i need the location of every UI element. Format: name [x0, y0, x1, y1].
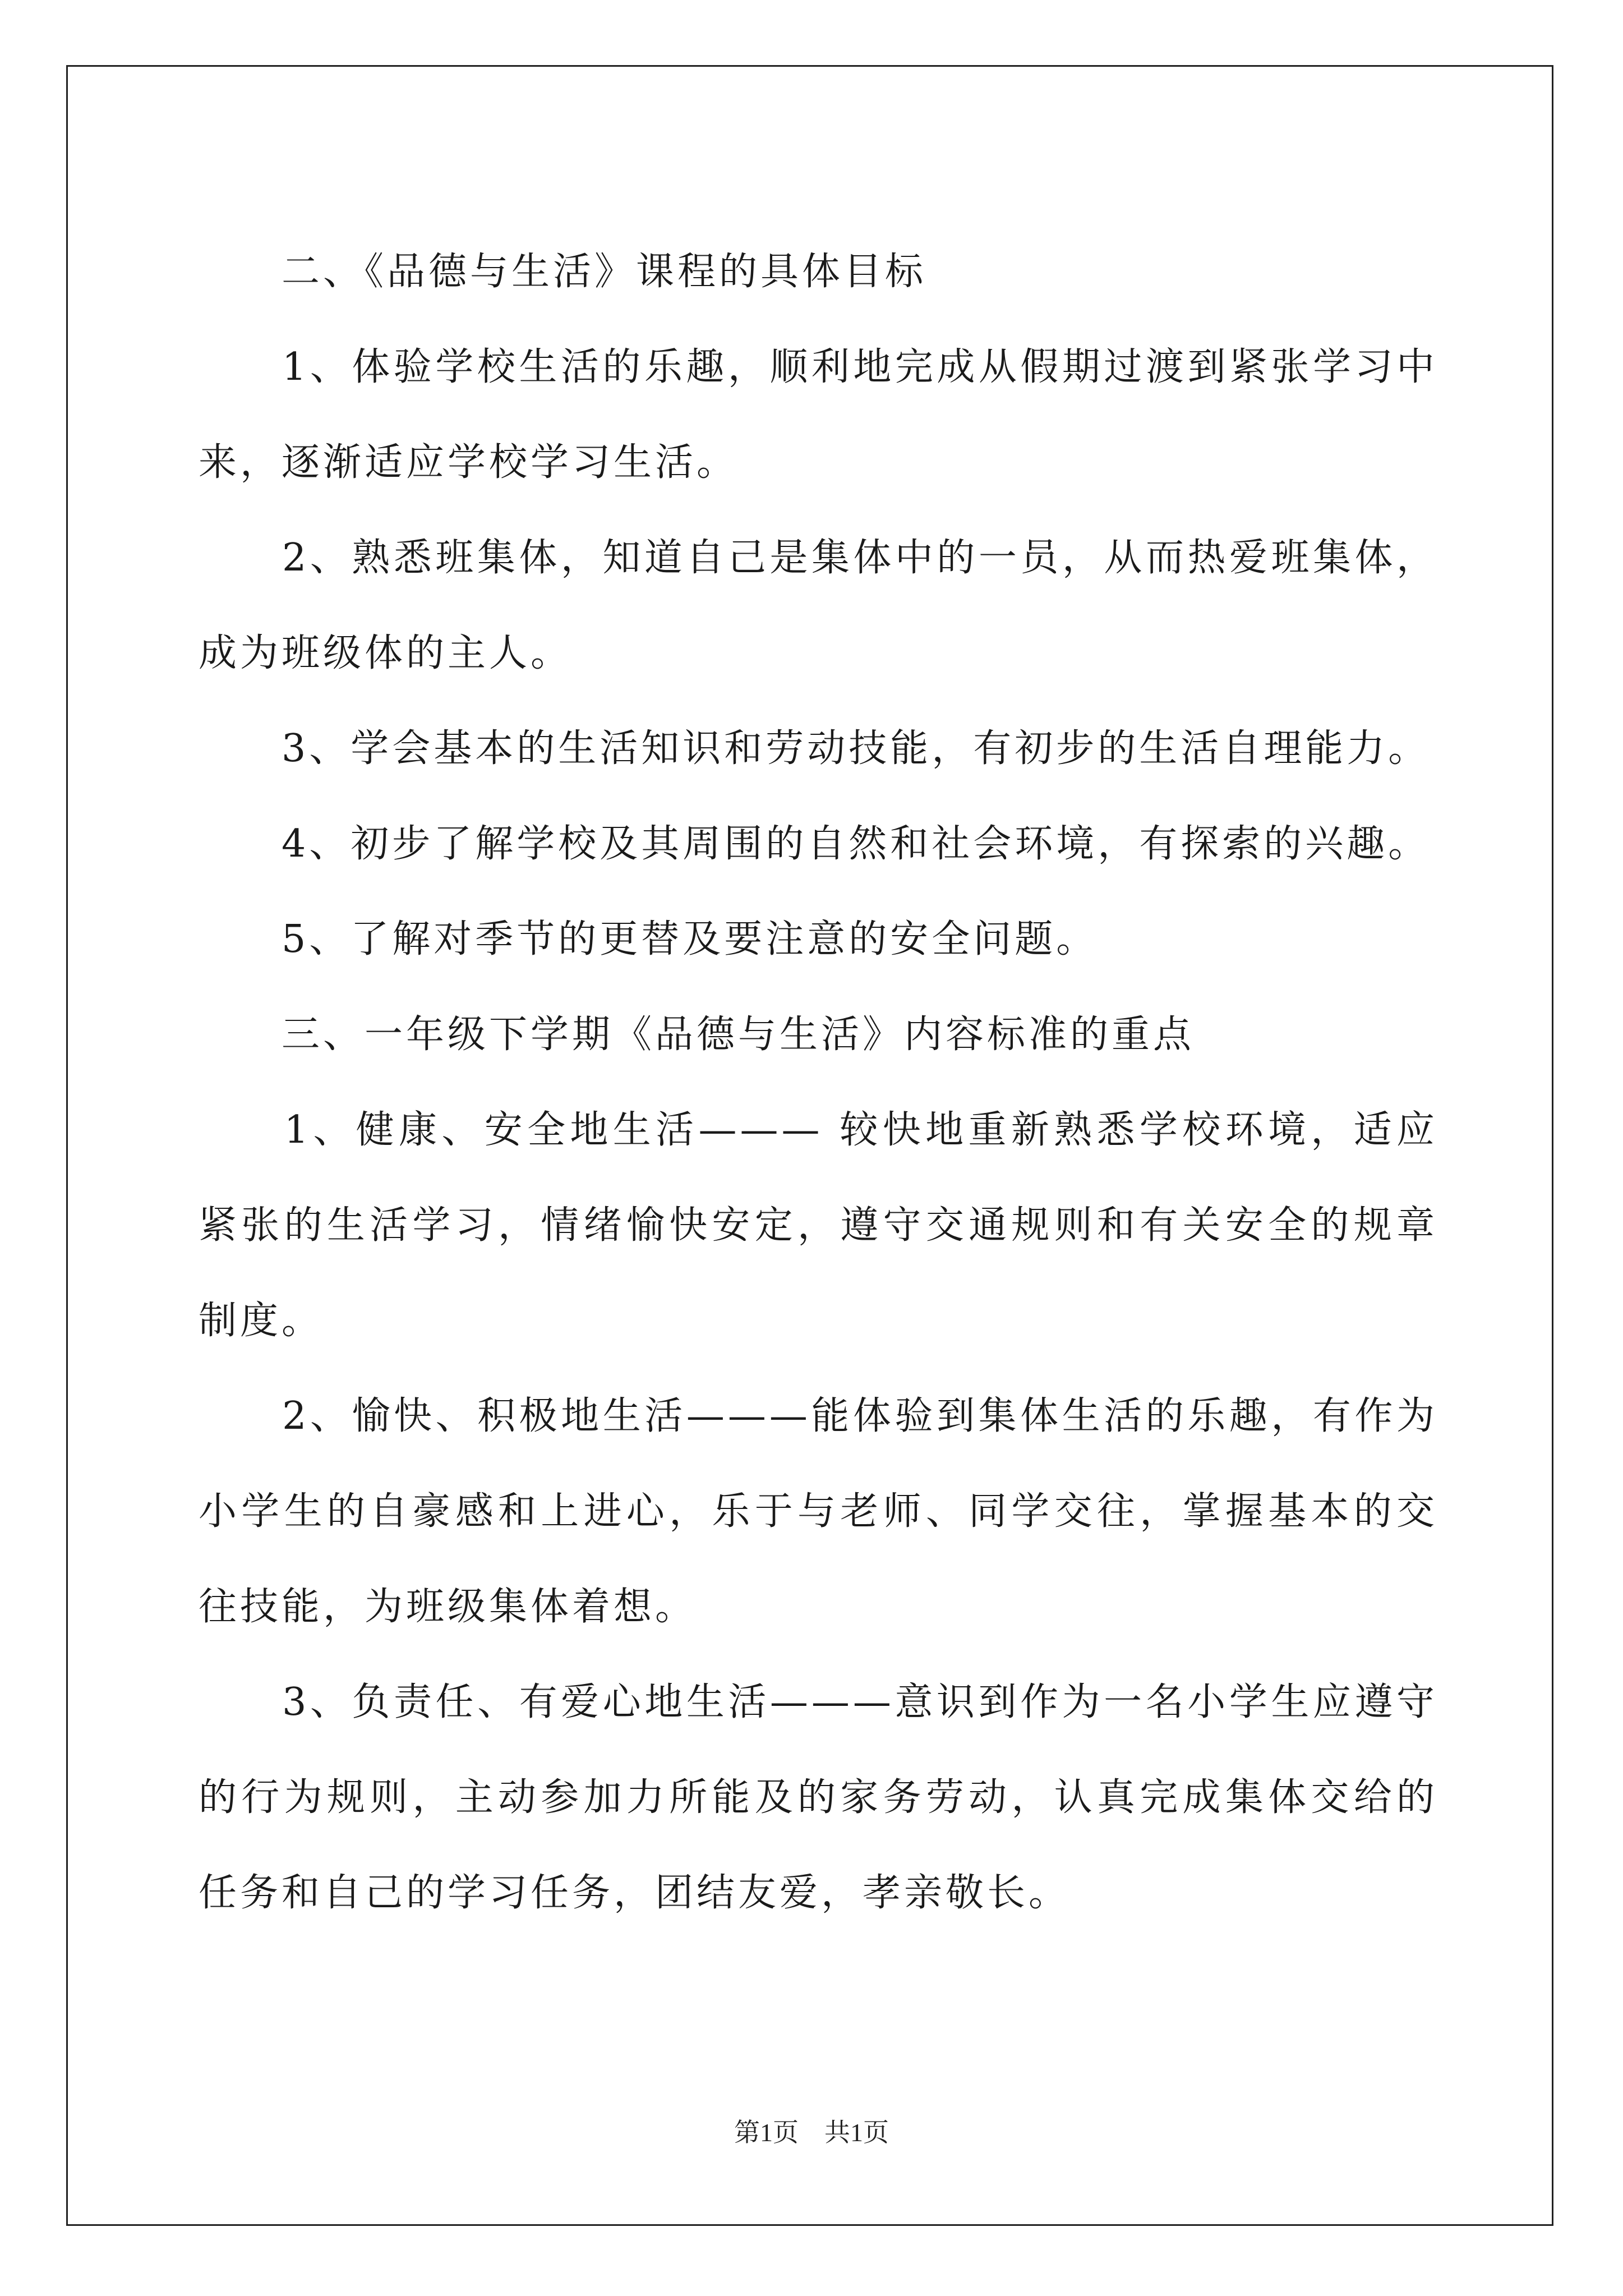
- body-paragraph: 2、愉快、积极地生活———能体验到集体生活的乐趣，有作为小学生的自豪感和上进心，乐于与老师、同学交往，掌握基本的交往技能，为班级集体着想。: [199, 1394, 1438, 1629]
- body-paragraph: 3、学会基本的生活知识和劳动技能，有初步的生活自理能力。: [199, 726, 1430, 771]
- section-heading: 三、一年级下学期《品德与生活》内容标准的重点: [199, 1013, 1195, 1057]
- body-paragraph: 4、初步了解学校及其周围的自然和社会环境，有探索的兴趣。: [199, 822, 1430, 866]
- section-heading: 二、《品德与生活》课程的具体目标: [199, 250, 927, 294]
- body-paragraph: 2、熟悉班集体，知道自己是集体中的一员，从而热爱班集体，成为班级体的主人。: [199, 536, 1438, 675]
- body-paragraph: 1、体验学校生活的乐趣，顺利地完成从假期过渡到紧张学习中来，逐渐适应学校学习生活。: [199, 345, 1438, 485]
- body-paragraph: 5、了解对季节的更替及要注意的安全问题。: [199, 917, 1098, 961]
- body-paragraph: 3、负责任、有爱心地生活———意识到作为一名小学生应遵守的行为规则，主动参加力所能及的家务劳动，认真完成集体交给的任务和自己的学习任务，团结友爱，孝亲敬长。: [199, 1680, 1438, 1915]
- page-number-footer: 第1页 共1页: [734, 2118, 889, 2147]
- body-paragraph: 1、健康、安全地生活——— 较快地重新熟悉学校环境，适应紧张的生活学习，情绪愉快安定，遵守交通规则和有关安全的规章制度。: [199, 1108, 1438, 1343]
- document-body: [199, 224, 1438, 1941]
